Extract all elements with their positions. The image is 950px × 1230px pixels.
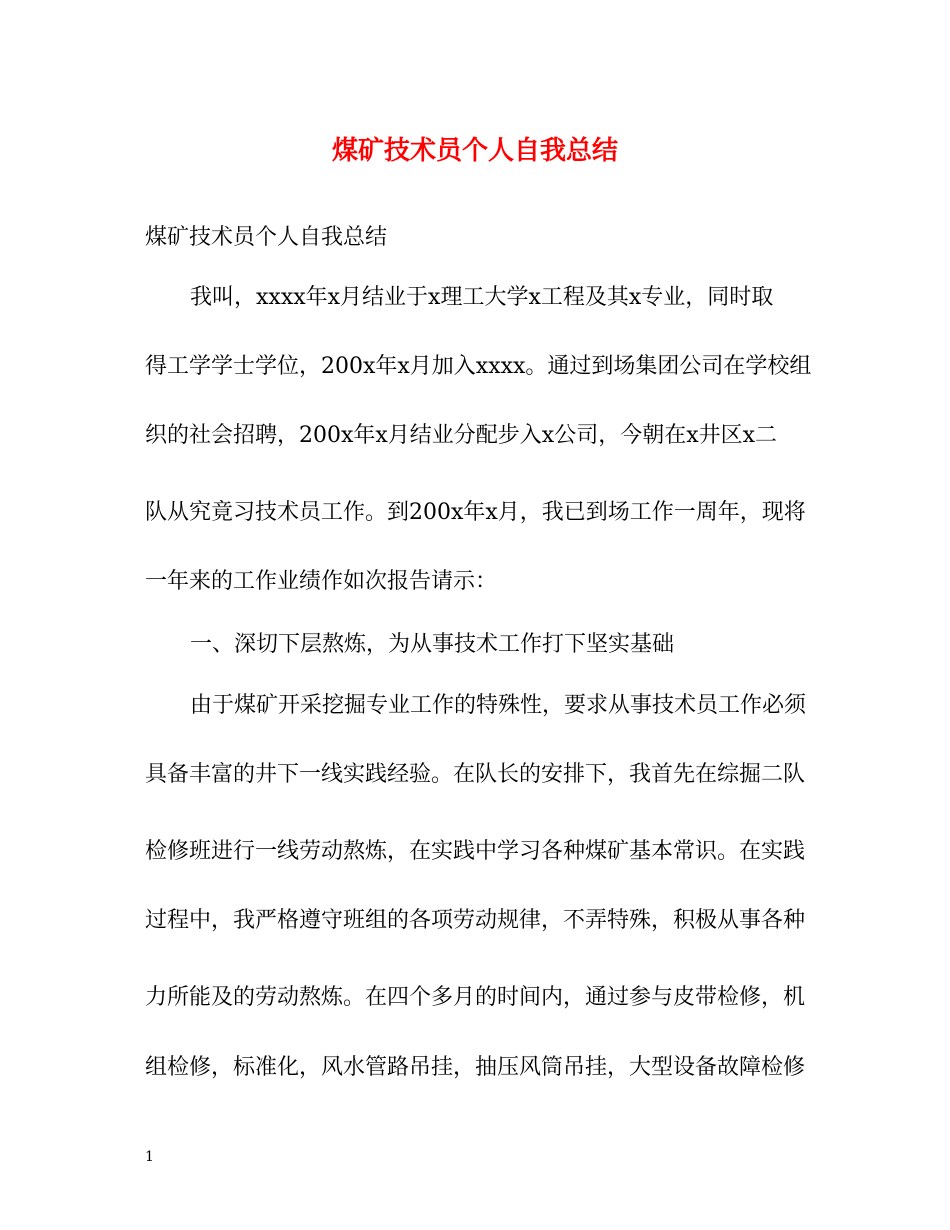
- paragraph-line: 我叫，xxxx年x月结业于x理工大学x工程及其x专业，同时取: [190, 285, 774, 310]
- paragraph-line: 力所能及的劳动熬炼。在四个多月的时间内，通过参与皮带检修，机: [145, 985, 806, 1010]
- paragraph-line: 过程中，我严格遵守班组的各项劳动规律，不弄特殊，积极从事各种: [145, 908, 806, 933]
- paragraph-line: 得工学学士学位，200x年x月加入xxxx。通过到场集团公司在学校组: [145, 354, 812, 379]
- document-title: 煤矿技术员个人自我总结: [331, 136, 618, 166]
- paragraph-line: 组检修，标准化，风水管路吊挂，抽压风筒吊挂，大型设备故障检修: [145, 1055, 806, 1080]
- page-number: 1: [145, 1149, 154, 1165]
- paragraph-line: 检修班进行一线劳动熬炼，在实践中学习各种煤矿基本常识。在实践: [145, 839, 806, 864]
- paragraph-line: 具备丰富的井下一线实践经验。在队长的安排下，我首先在综掘二队: [145, 762, 806, 787]
- paragraph-line: 一年来的工作业绩作如次报告请示：: [145, 569, 498, 594]
- paragraph-line: 由于煤矿开采挖掘专业工作的特殊性，要求从事技术员工作必须: [190, 693, 807, 718]
- section-heading: 一、深切下层熬炼，为从事技术工作打下坚实基础: [190, 632, 675, 657]
- paragraph-line: 织的社会招聘，200x年x月结业分配步入x公司，今朝在x井区x二: [145, 423, 778, 448]
- document-subtitle: 煤矿技术员个人自我总结: [145, 225, 388, 250]
- paragraph-line: 队从究竟习技术员工作。到200x年x月，我已到场工作一周年，现将: [145, 500, 806, 525]
